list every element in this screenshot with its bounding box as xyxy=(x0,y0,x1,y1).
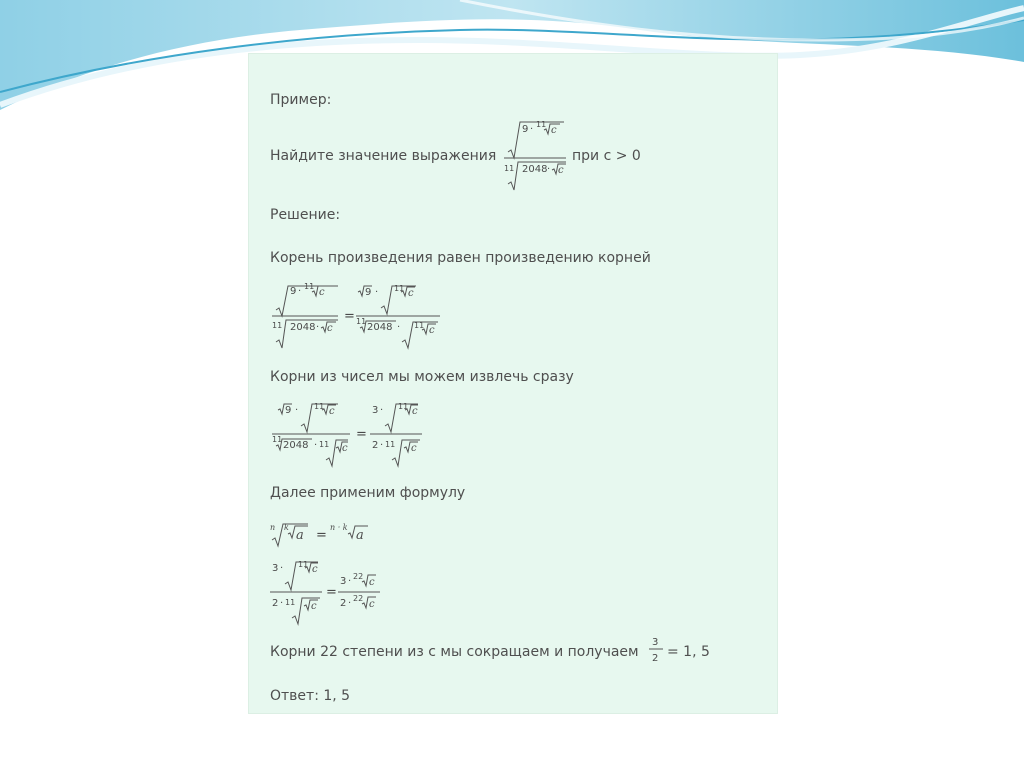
svg-text:2: 2 xyxy=(372,440,379,451)
svg-text:11: 11 xyxy=(319,440,330,449)
svg-text:·: · xyxy=(375,287,379,298)
svg-text:·: · xyxy=(298,286,302,297)
svg-text:9: 9 xyxy=(365,287,372,298)
svg-text:2048: 2048 xyxy=(290,322,316,333)
svg-text:=: = xyxy=(326,585,337,600)
svg-text:·: · xyxy=(280,598,284,609)
step1-formula xyxy=(268,280,448,352)
svg-text:11: 11 xyxy=(298,560,309,569)
svg-text:c: c xyxy=(412,406,418,417)
svg-text:·: · xyxy=(530,124,534,135)
svg-text:·: · xyxy=(348,576,352,587)
example-label: Пример: xyxy=(270,92,332,108)
svg-text:c: c xyxy=(551,125,557,136)
svg-text:=: = xyxy=(356,427,367,442)
step3-text: Далее применим формулу xyxy=(270,485,466,501)
svg-text:11: 11 xyxy=(536,120,547,129)
svg-text:9: 9 xyxy=(522,124,529,135)
svg-text:11: 11 xyxy=(314,402,325,411)
svg-text:9: 9 xyxy=(290,286,297,297)
svg-text:11: 11 xyxy=(394,284,405,293)
svg-text:2: 2 xyxy=(340,598,347,609)
svg-text:c: c xyxy=(311,601,317,612)
answer-text: Ответ: 1, 5 xyxy=(270,688,351,704)
svg-text:11: 11 xyxy=(272,321,283,330)
svg-text:k: k xyxy=(284,523,289,532)
svg-text:c: c xyxy=(411,443,417,454)
svg-text:3: 3 xyxy=(372,405,379,416)
step4-text: Корни 22 степени из c мы сокращаем и получаем xyxy=(270,644,639,660)
step1-text: Корень произведения равен произведению корней xyxy=(270,250,651,266)
svg-text:c: c xyxy=(319,287,325,298)
svg-text:c: c xyxy=(369,599,375,610)
svg-text:=: = xyxy=(344,309,355,324)
task-text: Найдите значение выражения xyxy=(270,148,497,164)
svg-text:2048: 2048 xyxy=(522,164,548,175)
svg-text:c: c xyxy=(558,165,564,176)
svg-text:11: 11 xyxy=(414,321,425,330)
svg-text:11: 11 xyxy=(304,282,315,291)
task-condition: при c > 0 xyxy=(572,148,641,164)
svg-text:2: 2 xyxy=(652,653,659,664)
svg-text:2: 2 xyxy=(272,598,279,609)
svg-text:a: a xyxy=(296,528,304,543)
svg-text:9: 9 xyxy=(285,405,292,416)
step2-text: Корни из чисел мы можем извлечь сразу xyxy=(270,369,574,385)
svg-text:c: c xyxy=(369,577,375,588)
step4-result: = 1, 5 xyxy=(667,644,710,660)
solution-label: Решение: xyxy=(270,207,341,223)
svg-text:c: c xyxy=(342,443,348,454)
svg-text:·: · xyxy=(397,322,401,333)
svg-text:11: 11 xyxy=(398,402,409,411)
svg-text:11: 11 xyxy=(285,598,296,607)
svg-text:a: a xyxy=(356,528,364,543)
result-fraction xyxy=(646,634,666,668)
svg-text:·: · xyxy=(280,563,284,574)
svg-text:·: · xyxy=(380,440,384,451)
svg-text:·: · xyxy=(380,405,384,416)
svg-text:11: 11 xyxy=(356,317,367,326)
svg-text:22: 22 xyxy=(353,594,364,603)
svg-text:11: 11 xyxy=(385,440,396,449)
svg-text:=: = xyxy=(316,528,327,543)
step3-formula xyxy=(268,556,388,628)
svg-text:c: c xyxy=(312,564,318,575)
svg-text:c: c xyxy=(408,288,414,299)
svg-text:c: c xyxy=(429,325,435,336)
svg-text:3: 3 xyxy=(340,576,347,587)
svg-text:3: 3 xyxy=(272,563,279,574)
svg-text:22: 22 xyxy=(353,572,364,581)
svg-text:3: 3 xyxy=(652,637,659,648)
svg-text:·: · xyxy=(295,405,299,416)
svg-text:n · k: n · k xyxy=(330,523,348,532)
step2-formula xyxy=(268,398,428,470)
svg-text:·: · xyxy=(348,598,352,609)
task-formula xyxy=(500,118,572,194)
svg-text:11: 11 xyxy=(272,435,283,444)
svg-text:·: · xyxy=(547,164,551,175)
svg-text:n: n xyxy=(270,523,276,532)
svg-text:2048: 2048 xyxy=(367,322,393,333)
general-formula xyxy=(268,520,388,552)
svg-text:c: c xyxy=(329,406,335,417)
svg-text:11: 11 xyxy=(504,164,515,173)
svg-text:c: c xyxy=(327,323,333,334)
svg-text:2048: 2048 xyxy=(283,440,309,451)
svg-text:·: · xyxy=(314,440,318,451)
svg-text:·: · xyxy=(316,322,320,333)
